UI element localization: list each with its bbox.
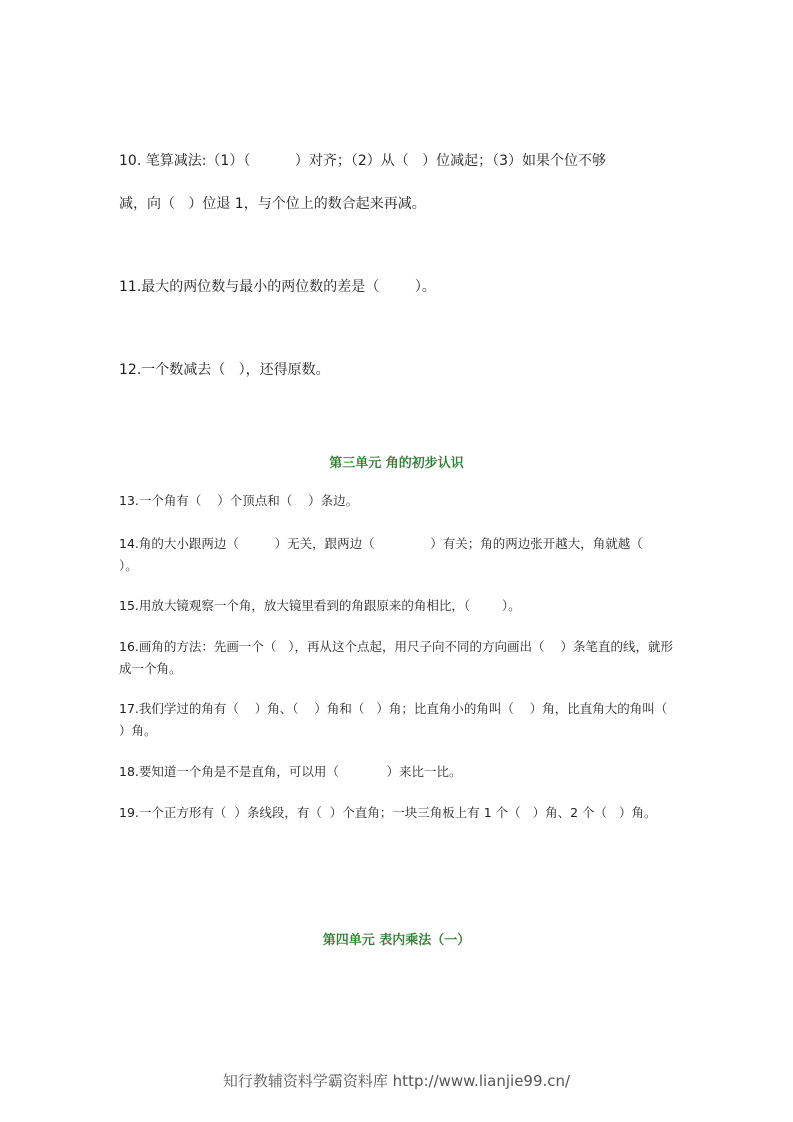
question-15: 15.用放大镜观察一个角，放大镜里看到的角跟原来的角相比，（ ）。 xyxy=(119,598,521,613)
question-19: 19.一个正方形有（ ）条线段，有（ ）个直角；一块三角板上有 1 个（ ）角、2 个（ ）角。 xyxy=(119,805,657,820)
question-10-line-2: 减，向（ ）位退 1，与个位上的数合起来再减。 xyxy=(119,196,426,212)
question-14: 14.角的大小跟两边（ ）无关，跟两边（ ）有关；角的两边张开越大，角就越（ ）。 xyxy=(119,536,683,573)
question-10-line-1: 10. 笔算减法:（1）（ ）对齐；（2）从（ ）位减起；（3）如果个位不够 xyxy=(119,153,607,169)
question-17: 17.我们学过的角有（ ）角、（ ）角和（ ）角；比直角小的角叫（ ）角，比直角大的角叫（ ）角。 xyxy=(119,701,680,738)
question-12: 12.一个数减去（ ），还得原数。 xyxy=(119,362,330,378)
question-18: 18.要知道一个角是不是直角，可以用（ ）来比一比。 xyxy=(119,764,462,779)
question-11: 11.最大的两位数与最小的两位数的差是（ ）。 xyxy=(119,279,436,295)
footer-watermark: 知行教辅资料学霸资料库 http://www.lianjie99.cn/ xyxy=(222,1072,571,1090)
unit-3-heading: 第三单元 角的初步认识 xyxy=(329,456,464,471)
question-13: 13.一个角有（ ）个顶点和（ ）条边。 xyxy=(119,493,359,508)
unit-4-heading: 第四单元 表内乘法（一） xyxy=(322,933,471,948)
question-16: 16.画角的方法：先画一个（ ），再从这个点起，用尺子向不同的方向画出（ ）条笔直的线，就形成一个角。 xyxy=(119,639,673,676)
